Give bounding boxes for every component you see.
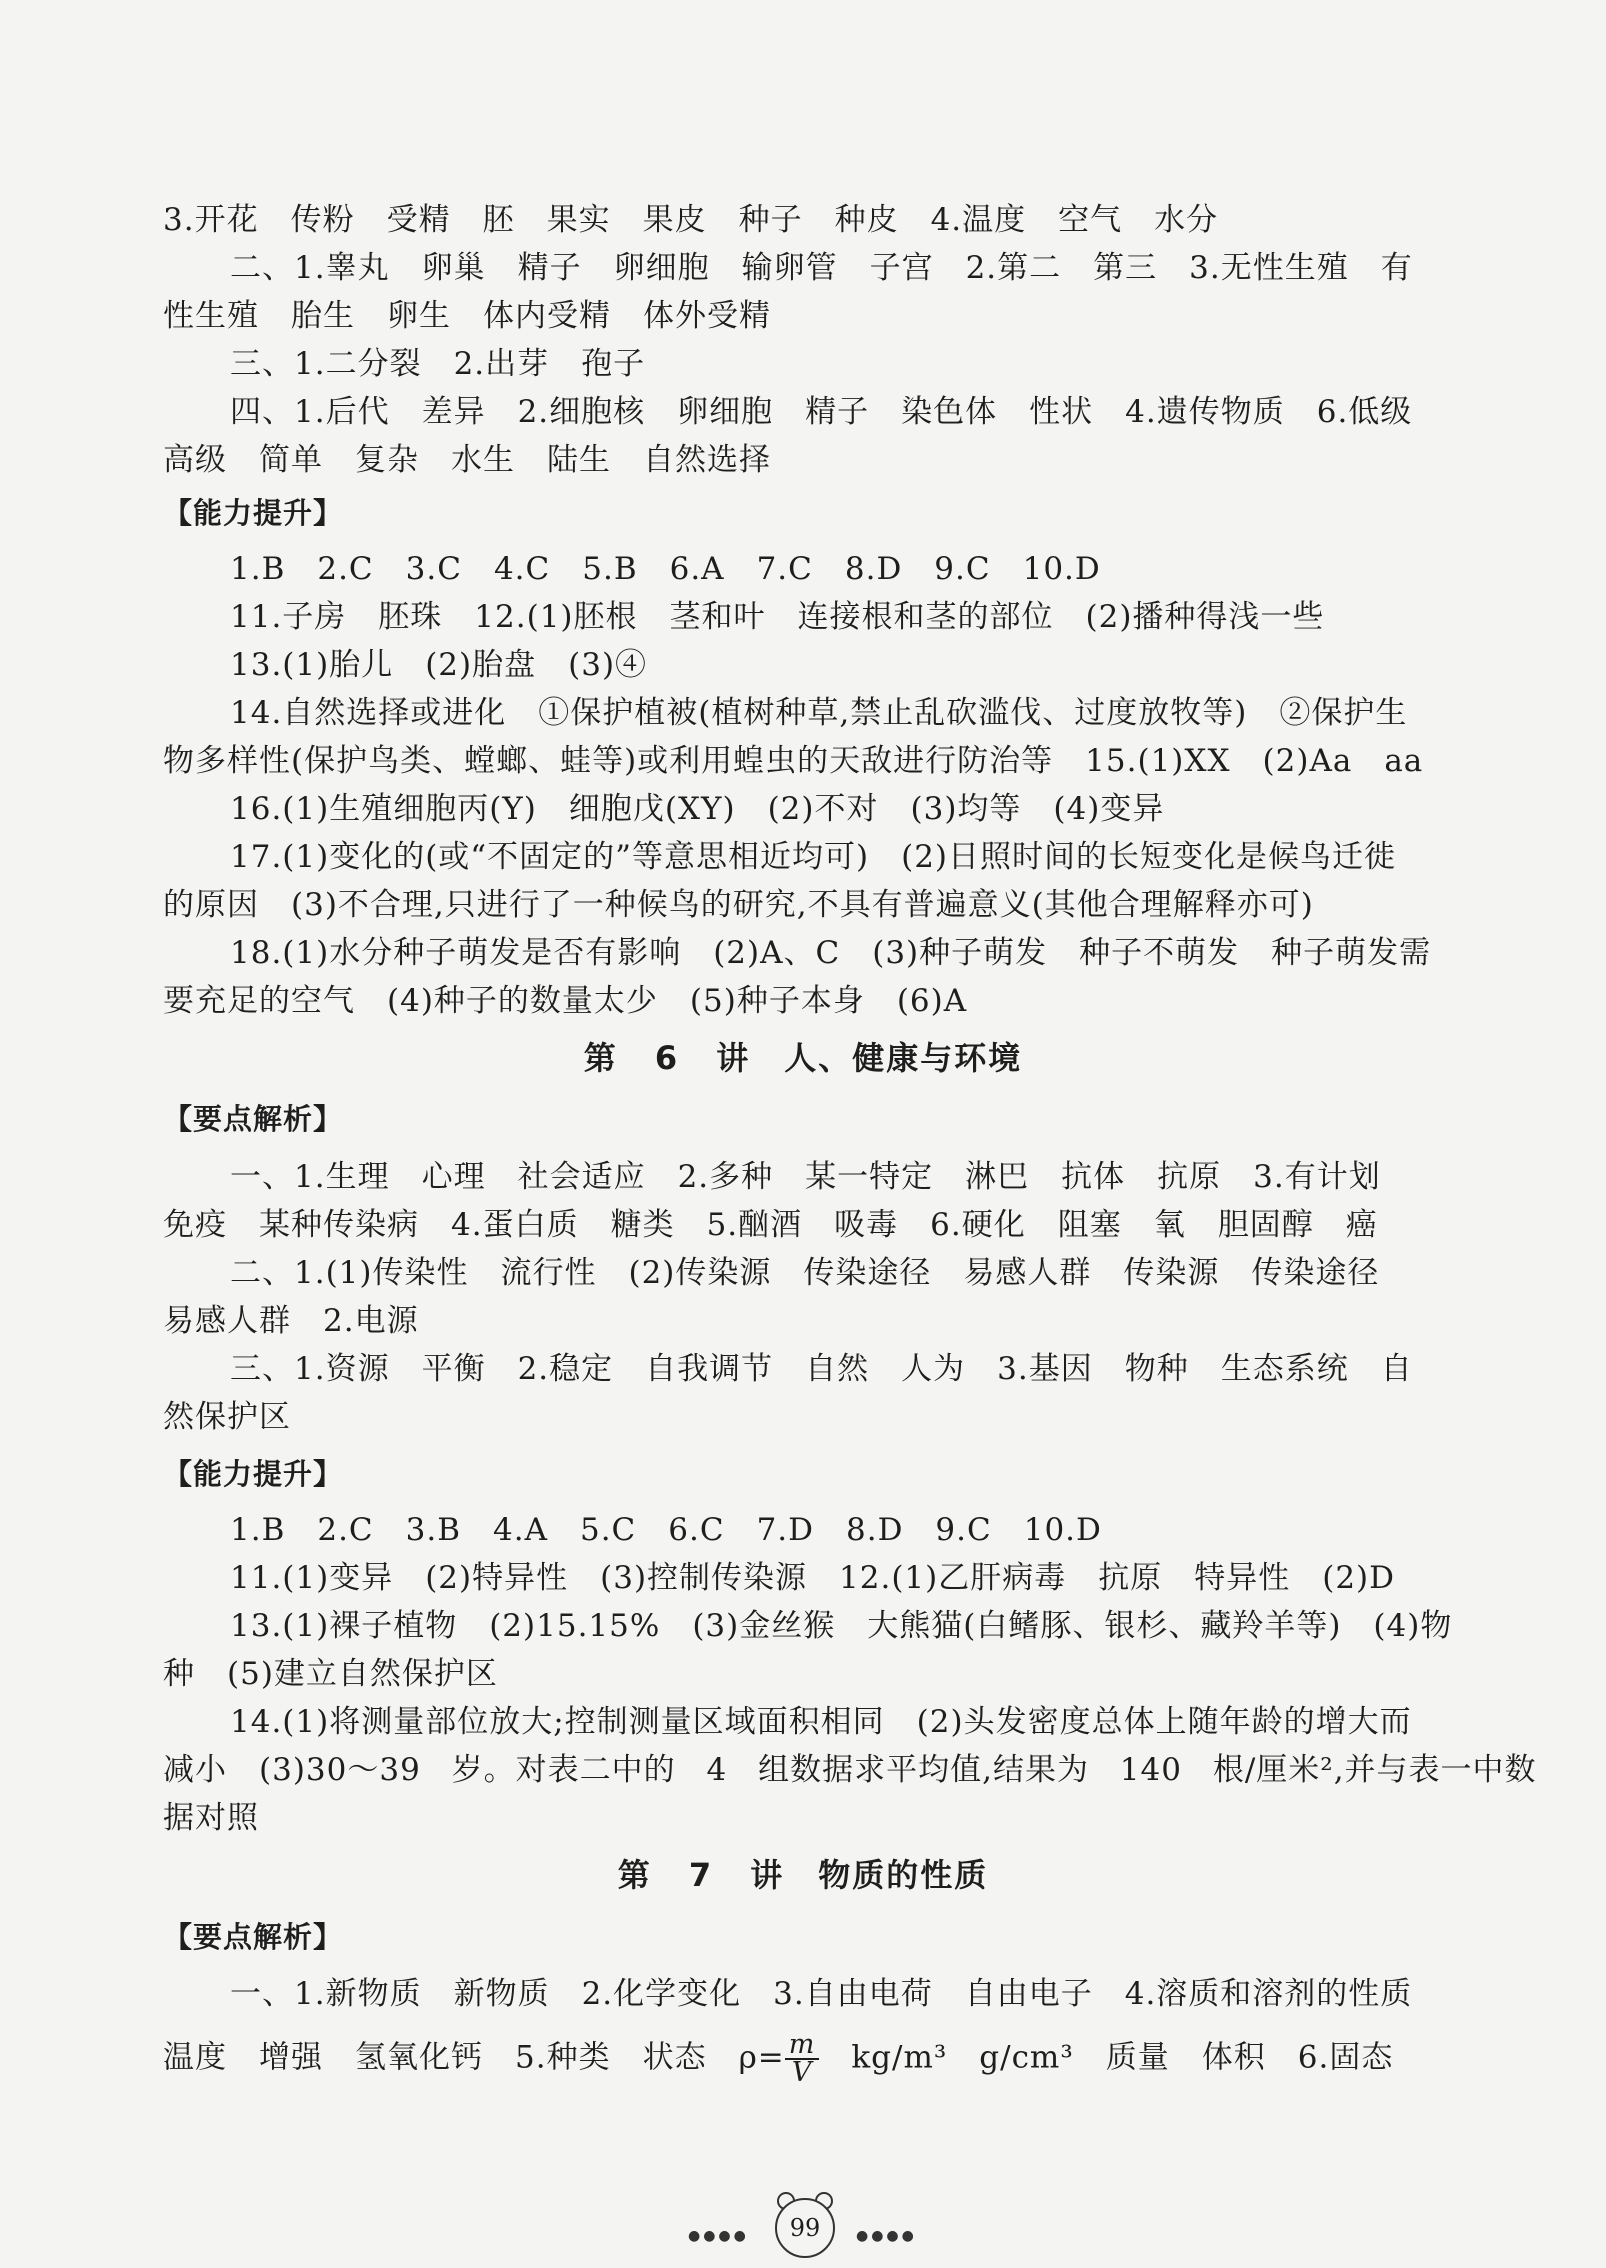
text-line: 种 (5)建立自然保护区 [163, 1656, 498, 1692]
text-line: 物多样性(保护鸟类、螳螂、蛙等)或利用蝗虫的天敌进行防治等 15.(1)XX (2)Aa aa [163, 743, 1424, 779]
text-line: 17.(1)变化的(或“不固定的”等意思相近均可) (2)日照时间的长短变化是候鸟迁徙 [230, 839, 1397, 875]
text-line: 减小 (3)30～39 岁。对表二中的 4 组数据求平均值,结果为 140 根/厘米²,并与表一中数 [163, 1752, 1537, 1788]
text-line: 四、1.后代 差异 2.细胞核 卵细胞 精子 染色体 性状 4.遗传物质 6.低级 [230, 394, 1413, 430]
text-line: 11.子房 胚珠 12.(1)胚根 茎和叶 连接根和茎的部位 (2)播种得浅一些 [230, 599, 1325, 635]
text-line: 一、1.生理 心理 社会适应 2.多种 某一特定 淋巴 抗体 抗原 3.有计划 [230, 1159, 1381, 1195]
text-line: 13.(1)胎儿 (2)胎盘 (3)④ [230, 647, 648, 683]
right-dots-ornament: ●●●● [856, 2228, 917, 2244]
page-footer [0, 2188, 1606, 2268]
formula-suffix: kg/m³ g/cm³ 质量 体积 6.固态 [819, 2039, 1394, 2076]
text-line: 然保护区 [163, 1399, 291, 1435]
formula-prefix: 温度 增强 氢氧化钙 5.种类 状态 ρ= [163, 2039, 785, 2076]
section-heading: 【能力提升】 [163, 496, 344, 530]
text-line-formula [163, 2029, 1394, 2088]
left-dots-ornament: ●●●● [688, 2228, 749, 2244]
text-line: 11.(1)变异 (2)特异性 (3)控制传染源 12.(1)乙肝病毒 抗原 特异性 (2)D [230, 1560, 1396, 1596]
text-line: 三、1.二分裂 2.出芽 孢子 [230, 346, 646, 382]
section-heading: 【要点解析】 [163, 1102, 344, 1136]
text-line: 性生殖 胎生 卵生 体内受精 体外受精 [163, 298, 771, 334]
text-line: 3.开花 传粉 受精 胚 果实 果皮 种子 种皮 4.温度 空气 水分 [163, 202, 1219, 238]
text-line: 14.自然选择或进化 ①保护植被(植树种草,禁止乱砍滥伐、过度放牧等) ②保护生 [230, 695, 1408, 731]
section-heading: 【能力提升】 [163, 1457, 344, 1491]
text-line: 高级 简单 复杂 水生 陆生 自然选择 [163, 442, 771, 478]
chapter-title: 第 6 讲 人、健康与环境 [583, 1039, 1023, 1077]
fraction-denominator: V [791, 2057, 813, 2088]
text-line: 13.(1)裸子植物 (2)15.15% (3)金丝猴 大熊猫(白鳍豚、银杉、藏羚羊等) (4)物 [230, 1608, 1453, 1644]
text-line: 一、1.新物质 新物质 2.化学变化 3.自由电荷 自由电子 4.溶质和溶剂的性质 [230, 1976, 1413, 2012]
chapter-title: 第 7 讲 物质的性质 [617, 1856, 989, 1894]
section-heading: 【要点解析】 [163, 1920, 344, 1954]
text-line: 18.(1)水分种子萌发是否有影响 (2)A、C (3)种子萌发 种子不萌发 种子萌发需 [230, 935, 1432, 971]
fraction-numerator: m [785, 2032, 820, 2060]
text-line: 三、1.资源 平衡 2.稳定 自我调节 自然 人为 3.基因 物种 生态系统 自 [230, 1351, 1413, 1387]
text-line: 1.B 2.C 3.C 4.C 5.B 6.A 7.C 8.D 9.C 10.D [230, 551, 1101, 587]
text-line: 据对照 [163, 1800, 259, 1836]
density-fraction [785, 2029, 820, 2088]
text-line: 14.(1)将测量部位放大;控制测量区域面积相同 (2)头发密度总体上随年龄的增大而 [230, 1704, 1412, 1740]
text-line: 1.B 2.C 3.B 4.A 5.C 6.C 7.D 8.D 9.C 10.D [230, 1512, 1102, 1548]
text-line: 二、1.睾丸 卵巢 精子 卵细胞 输卵管 子宫 2.第二 第三 3.无性生殖 有 [230, 250, 1413, 286]
text-line: 16.(1)生殖细胞丙(Y) 细胞戊(XY) (2)不对 (3)均等 (4)变异 [230, 791, 1165, 827]
page-number: 99 [775, 2198, 835, 2258]
text-line: 要充足的空气 (4)种子的数量太少 (5)种子本身 (6)A [163, 983, 968, 1019]
text-line: 二、1.(1)传染性 流行性 (2)传染源 传染途径 易感人群 传染源 传染途径 [230, 1255, 1380, 1291]
text-line: 免疫 某种传染病 4.蛋白质 糖类 5.酗酒 吸毒 6.硬化 阻塞 氧 胆固醇 癌 [163, 1207, 1378, 1243]
text-line: 的原因 (3)不合理,只进行了一种候鸟的研究,不具有普遍意义(其他合理解释亦可) [163, 887, 1314, 923]
text-line: 易感人群 2.电源 [163, 1303, 419, 1339]
